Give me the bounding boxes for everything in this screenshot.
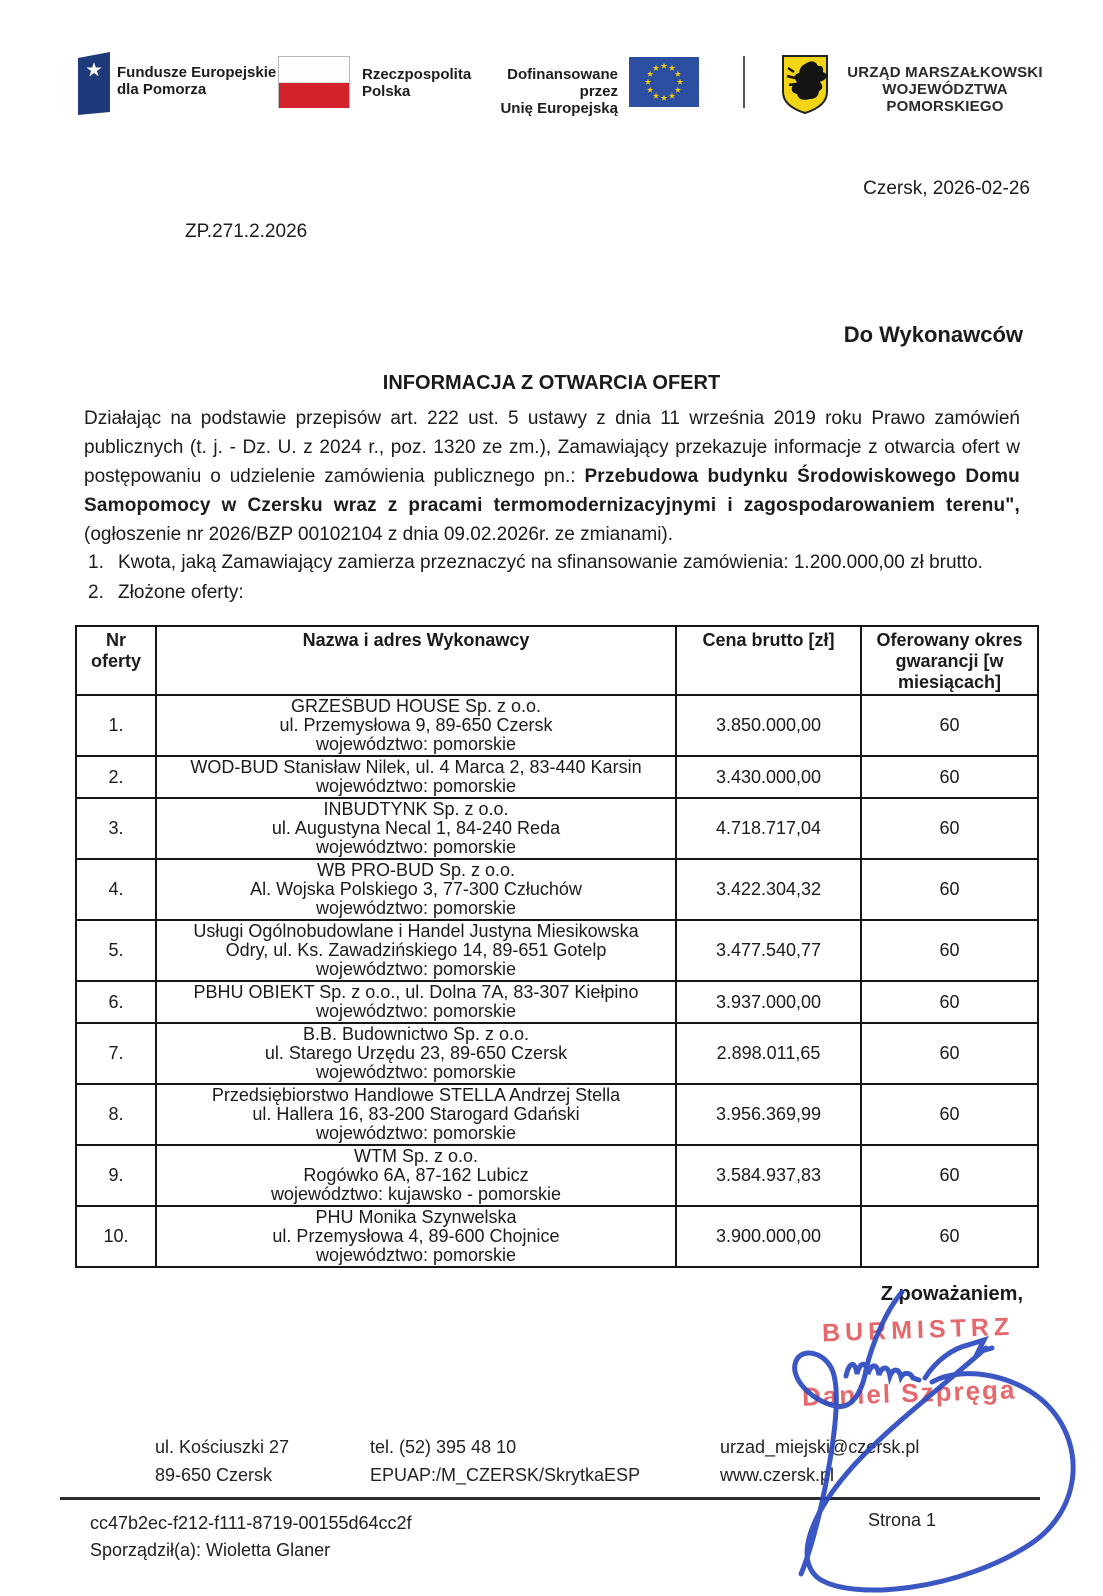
warranty-months: 60 [861,1023,1038,1084]
contractor-line: województwo: pomorskie [315,1124,517,1143]
fe-logo-label: Fundusze Europejskie dla Pomorza [117,64,277,98]
contractor-line: województwo: pomorskie [315,735,517,754]
footer-rule [60,1497,1040,1500]
contractor-line: WOD-BUD Stanisław Nilek, ul. 4 Marca 2, 83-440 Karsin [190,758,642,777]
contractor-line: województwo: pomorskie [315,777,517,796]
gross-price: 2.898.011,65 [676,1023,861,1084]
offer-number: 3. [76,798,156,859]
contractor-line: województwo: kujawsko - pomorskie [270,1185,562,1204]
footer-website: www.czersk.pl [720,1465,835,1485]
gross-price: 3.900.000,00 [676,1206,861,1267]
addressee: Do Wykonawców [843,322,1023,347]
footer-phone: tel. (52) 395 48 10 [370,1437,517,1457]
fe-logo [70,48,118,125]
gross-price: 4.718.717,04 [676,798,861,859]
footer-address [155,1433,289,1489]
contractor-line: INBUDTYNK Sp. z o.o. [323,800,509,819]
contractor-name-address [156,798,676,859]
footer-address-street: ul. Kościuszki 27 [155,1437,290,1457]
table-row [76,1206,1038,1267]
document-id: cc47b2ec-f212-f111-8719-00155d64cc2f [90,1513,412,1533]
contractor-name-address [156,756,676,798]
contractor-line: województwo: pomorskie [315,1002,517,1021]
gross-price: 3.850.000,00 [676,695,861,756]
warranty-months: 60 [861,1206,1038,1267]
intro-text-2: (ogłoszenie nr 2026/BZP 00102104 z dnia 09.02.2026r. ze zmianami). [84,524,674,545]
list-item-text: Kwota, jaką Zamawiający zamierza przeznaczyć na sfinansowanie zamówienia: 1.200.000,00 zł brutto. [118,552,983,573]
contractor-line: B.B. Budownictwo Sp. z o.o. [302,1025,530,1044]
table-row [76,756,1038,798]
valediction: Z poważaniem, [880,1283,1023,1305]
offer-number: 1. [76,695,156,756]
mayor-stamp-title: BURMISTRZ [821,1312,1015,1348]
contractor-line: ul. Przemysłowa 4, 89-600 Chojnice [272,1227,560,1246]
gross-price: 3.937.000,00 [676,981,861,1023]
reference-number: ZP.271.2.2026 [185,221,308,242]
contractor-line: Usługi Ogólnobudowlane i Handel Justyna Miesikowska [193,922,639,941]
contractor-line: województwo: pomorskie [315,899,517,918]
page-number: Strona 1 [868,1510,937,1530]
gross-price: 3.956.369,99 [676,1084,861,1145]
offer-number: 4. [76,859,156,920]
contractor-name-address [156,1206,676,1267]
fe-flag-icon [70,48,118,120]
contractor-line: województwo: pomorskie [315,960,517,979]
col-header-warranty: Oferowany okres gwarancji [w miesiącach] [861,626,1038,695]
contractor-name-address [156,1023,676,1084]
prepared-by: Sporządził(a): Wioletta Glaner [90,1540,331,1560]
marshal-office-label: URZĄD MARSZAŁKOWSKI WOJEWÓDZTWA POMORSKIEGO [847,64,1043,115]
warranty-months: 60 [861,981,1038,1023]
warranty-months: 60 [861,756,1038,798]
contractor-name-address [156,1084,676,1145]
gross-price: 3.430.000,00 [676,756,861,798]
contractor-line: PBHU OBIEKT Sp. z o.o., ul. Dolna 7A, 83-307 Kiełpino [193,983,639,1002]
offer-number: 6. [76,981,156,1023]
list-item-number: 2. [88,582,104,603]
contractor-line: PHU Monika Szynwelska [315,1208,517,1227]
warranty-months: 60 [861,859,1038,920]
list-item [88,579,1020,607]
contractor-name-address [156,1145,676,1206]
contractor-line: ul. Przemysłowa 9, 89-650 Czersk [279,716,553,735]
intro-project-name: Przebudowa budynku Środowiskowego Domu Samopomocy w Czersku wraz z pracami termomodernizacyjnymi i zagospodarowaniem terenu", [84,466,1020,516]
contractor-name-address [156,859,676,920]
contractor-name-address [156,920,676,981]
pomorskie-coat-of-arms-icon [780,54,830,116]
table-row [76,859,1038,920]
offers-table [75,625,1039,1268]
table-row [76,1145,1038,1206]
warranty-months: 60 [861,798,1038,859]
list-item [88,549,1020,577]
col-header-gross-price: Cena brutto [zł] [676,626,861,695]
offer-number: 10. [76,1206,156,1267]
intro-paragraph [84,404,1020,549]
table-row [76,1084,1038,1145]
contractor-line: Odry, ul. Ks. Zawadzińskiego 14, 89-651 Gotelp [225,941,607,960]
poland-flag-icon [278,56,350,108]
footer-epuap: EPUAP:/M_CZERSK/SkrytkaESP [370,1465,641,1485]
warranty-months: 60 [861,1145,1038,1206]
contractor-line: województwo: pomorskie [315,1246,517,1265]
gross-price: 3.477.540,77 [676,920,861,981]
contractor-line: ul. Augustyna Necal 1, 84-240 Reda [271,819,561,838]
footer-email: urzad_miejski@czersk.pl [720,1437,920,1457]
place-and-date: Czersk, 2026-02-26 [863,178,1030,199]
contractor-line: województwo: pomorskie [315,1063,517,1082]
table-row [76,920,1038,981]
footer-contact [370,1433,640,1489]
numbered-list [88,549,1020,609]
gross-price: 3.422.304,32 [676,859,861,920]
offer-number: 5. [76,920,156,981]
offer-number: 9. [76,1145,156,1206]
contractor-line: Przedsiębiorstwo Handlowe STELLA Andrzej Stella [211,1086,621,1105]
logo-divider [743,56,745,108]
col-header-contractor: Nazwa i adres Wykonawcy [156,626,676,695]
contractor-line: województwo: pomorskie [315,838,517,857]
offer-number: 7. [76,1023,156,1084]
warranty-months: 60 [861,920,1038,981]
col-header-offer-number: Nr oferty [76,626,156,695]
footer-web [720,1433,919,1489]
contractor-line: WTM Sp. z o.o. [353,1147,479,1166]
poland-label: Rzeczpospolita Polska [362,66,472,100]
offer-number: 8. [76,1084,156,1145]
table-row [76,695,1038,756]
gross-price: 3.584.937,83 [676,1145,861,1206]
list-item-number: 1. [88,552,104,573]
footer-address-city: 89-650 Czersk [155,1465,273,1485]
document-title: INFORMACJA Z OTWARCIA OFERT [382,372,721,394]
list-item-text: Złożone oferty: [118,582,244,603]
contractor-line: Al. Wojska Polskiego 3, 77-300 Człuchów [250,880,582,899]
warranty-months: 60 [861,695,1038,756]
table-header-row [76,626,1038,695]
contractor-line: GRZEŚBUD HOUSE Sp. z o.o. [290,697,542,716]
warranty-months: 60 [861,1084,1038,1145]
contractor-name-address [156,981,676,1023]
eu-flag-icon [629,57,699,107]
offer-number: 2. [76,756,156,798]
intro-text-1: Działając na podstawie przepisów art. 222 ust. 5 ustawy z dnia 11 września 2019 roku Prawo zamówień publicznych (t. j. - Dz. U. z 2024 r., poz. 1320 ze zm.), Zamawiający przekazuje informacje z otwarcia ofert w postępowaniu o udzielenie zamówienia publicznego pn.: [84,408,1020,487]
table-row [76,1023,1038,1084]
contractor-name-address [156,695,676,756]
contractor-line: ul. Hallera 16, 83-200 Starogard Gdański [252,1105,580,1124]
contractor-line: Rogówko 6A, 87-162 Lubicz [303,1166,529,1185]
table-row [76,798,1038,859]
contractor-line: WB PRO-BUD Sp. z o.o. [316,861,516,880]
table-row [76,981,1038,1023]
contractor-line: ul. Starego Urzędu 23, 89-650 Czersk [264,1044,568,1063]
eu-funding-label: Dofinansowane przez Unię Europejską [500,66,618,117]
mayor-stamp-name: Daniel Szpręga [801,1374,1017,1412]
